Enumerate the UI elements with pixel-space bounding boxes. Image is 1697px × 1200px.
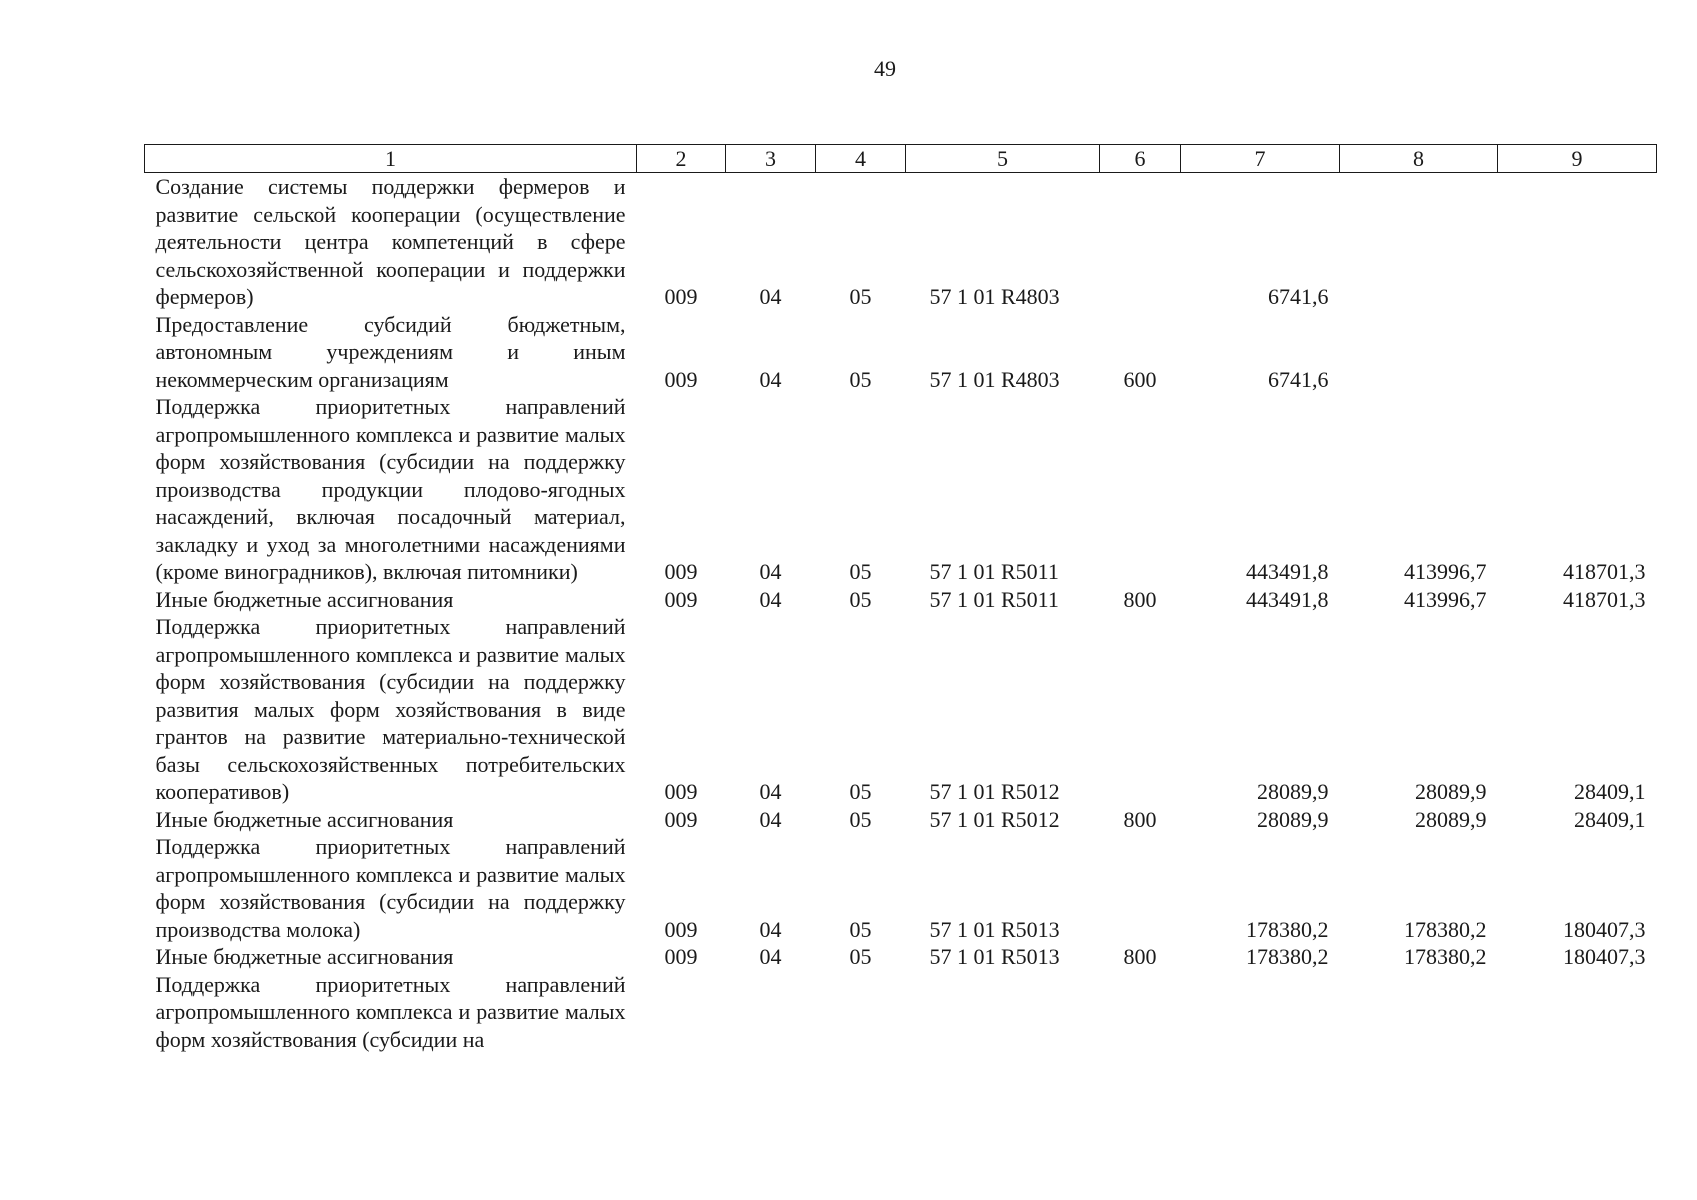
cell-col6 <box>1100 393 1181 586</box>
cell-col5: 57 1 01 R5012 <box>929 806 1060 832</box>
table-row <box>145 971 1657 1054</box>
cell-col4: 05 <box>849 806 872 832</box>
cell-col3 <box>726 971 816 1054</box>
cell-col4: 05 <box>849 944 872 969</box>
column-header: 1 <box>145 145 637 173</box>
cell-col8 <box>1340 311 1498 394</box>
column-header: 6 <box>1100 145 1181 173</box>
cell-col3: 04 <box>759 559 782 584</box>
cell-col9 <box>1498 173 1657 311</box>
cell-col3: 04 <box>759 944 782 969</box>
cell-col2: 009 <box>664 559 698 584</box>
cell-col3: 04 <box>759 366 782 392</box>
page-number: 49 <box>874 56 896 81</box>
cell-col9: 28409,1 <box>1574 779 1646 804</box>
table-row <box>145 943 1657 971</box>
cell-col4: 05 <box>849 916 872 942</box>
cell-col8: 413996,7 <box>1404 586 1487 612</box>
table-header-row <box>145 145 1657 173</box>
row-description: Поддержка приоритетных направлений агропромышленного комплекса и развитие малых форм хозяйствования (субсидии на поддержку производства продукции плодово-ягодных насаждений, включая посадочный материал, закладку и уход за многолетними насаждениями (кроме виноградников), включая питомники) <box>155 394 626 584</box>
cell-col2: 009 <box>664 779 698 804</box>
cell-col8: 28089,9 <box>1415 779 1487 804</box>
cell-col6 <box>1100 971 1181 1054</box>
column-header: 8 <box>1340 145 1498 173</box>
cell-col6: 800 <box>1123 586 1157 612</box>
row-description: Иные бюджетные ассигнования <box>155 806 454 832</box>
cell-col9: 180407,3 <box>1563 916 1646 942</box>
row-description: Создание системы поддержки фермеров и развитие сельской кооперации (осуществление деятельности центра компетенций в сфере сельскохозяйственной кооперации и поддержки фермеров) <box>155 174 626 309</box>
cell-col7: 178380,2 <box>1246 916 1329 942</box>
cell-col6: 800 <box>1123 944 1157 969</box>
cell-col8: 178380,2 <box>1404 916 1487 942</box>
cell-col2: 009 <box>664 806 698 832</box>
cell-col9: 180407,3 <box>1563 944 1646 969</box>
cell-col5: 57 1 01 R5012 <box>929 779 1060 804</box>
cell-col8 <box>1340 971 1498 1054</box>
cell-col2: 009 <box>664 586 698 612</box>
cell-col7: 178380,2 <box>1246 944 1329 969</box>
column-header: 3 <box>726 145 816 173</box>
cell-col3: 04 <box>759 284 782 309</box>
row-description: Иные бюджетные ассигнования <box>155 944 454 969</box>
table-row <box>145 173 1657 311</box>
cell-col4: 05 <box>849 559 872 584</box>
column-header: 7 <box>1181 145 1340 173</box>
row-description: Предоставление субсидий бюджетным, автономным учреждениям и иным некоммерческим организациям <box>155 311 626 392</box>
cell-col9 <box>1498 971 1657 1054</box>
cell-col9: 418701,3 <box>1563 586 1646 612</box>
cell-col6: 800 <box>1123 806 1157 832</box>
cell-col7: 28089,9 <box>1257 779 1329 804</box>
cell-col4 <box>816 971 906 1054</box>
row-description: Поддержка приоритетных направлений агропромышленного комплекса и развитие малых форм хозяйствования (субсидии на поддержку производства молока) <box>155 834 626 942</box>
table-row <box>145 393 1657 586</box>
cell-col5: 57 1 01 R5013 <box>929 916 1060 942</box>
cell-col7: 443491,8 <box>1246 559 1329 584</box>
cell-col7: 28089,9 <box>1257 806 1329 832</box>
cell-col4: 05 <box>849 779 872 804</box>
row-description: Поддержка приоритетных направлений агропромышленного комплекса и развитие малых форм хозяйствования (субсидии на <box>155 971 626 1052</box>
column-header: 4 <box>816 145 906 173</box>
row-description: Поддержка приоритетных направлений агропромышленного комплекса и развитие малых форм хозяйствования (субсидии на поддержку развития малых форм хозяйствования в виде грантов на развитие материально-технической базы сельскохозяйственных потребительских кооперативов) <box>155 614 626 804</box>
cell-col3: 04 <box>759 779 782 804</box>
cell-col2: 009 <box>664 366 698 392</box>
cell-col2: 009 <box>664 944 698 969</box>
cell-col8: 178380,2 <box>1404 944 1487 969</box>
cell-col4: 05 <box>849 366 872 392</box>
column-header: 5 <box>906 145 1100 173</box>
cell-col8: 28089,9 <box>1415 806 1487 832</box>
cell-col7: 6741,6 <box>1268 366 1329 392</box>
cell-col9 <box>1498 311 1657 394</box>
table-row <box>145 833 1657 943</box>
cell-col2 <box>637 971 726 1054</box>
cell-col7 <box>1181 971 1340 1054</box>
cell-col7: 6741,6 <box>1268 284 1329 309</box>
cell-col5: 57 1 01 R5011 <box>929 559 1059 584</box>
cell-col4: 05 <box>849 284 872 309</box>
column-header: 9 <box>1498 145 1657 173</box>
cell-col2: 009 <box>664 284 698 309</box>
cell-col6: 600 <box>1123 366 1157 392</box>
table-row <box>145 806 1657 834</box>
cell-col5 <box>906 971 1100 1054</box>
cell-col8: 413996,7 <box>1404 559 1487 584</box>
table-row <box>145 613 1657 806</box>
table-row <box>145 586 1657 614</box>
cell-col9: 418701,3 <box>1563 559 1646 584</box>
table-row <box>145 311 1657 394</box>
cell-col4: 05 <box>849 586 872 612</box>
row-description: Иные бюджетные ассигнования <box>155 586 454 612</box>
cell-col5: 57 1 01 R4803 <box>929 284 1060 309</box>
cell-col5: 57 1 01 R4803 <box>929 366 1060 392</box>
budget-table <box>144 144 1657 1053</box>
cell-col6 <box>1100 833 1181 943</box>
cell-col6 <box>1100 613 1181 806</box>
cell-col7: 443491,8 <box>1246 586 1329 612</box>
cell-col3: 04 <box>759 586 782 612</box>
cell-col9: 28409,1 <box>1574 806 1646 832</box>
cell-col6 <box>1100 173 1181 311</box>
cell-col2: 009 <box>664 916 698 942</box>
cell-col3: 04 <box>759 806 782 832</box>
cell-col5: 57 1 01 R5013 <box>929 944 1060 969</box>
cell-col5: 57 1 01 R5011 <box>929 586 1059 612</box>
cell-col8 <box>1340 173 1498 311</box>
column-header: 2 <box>637 145 726 173</box>
cell-col3: 04 <box>759 916 782 942</box>
